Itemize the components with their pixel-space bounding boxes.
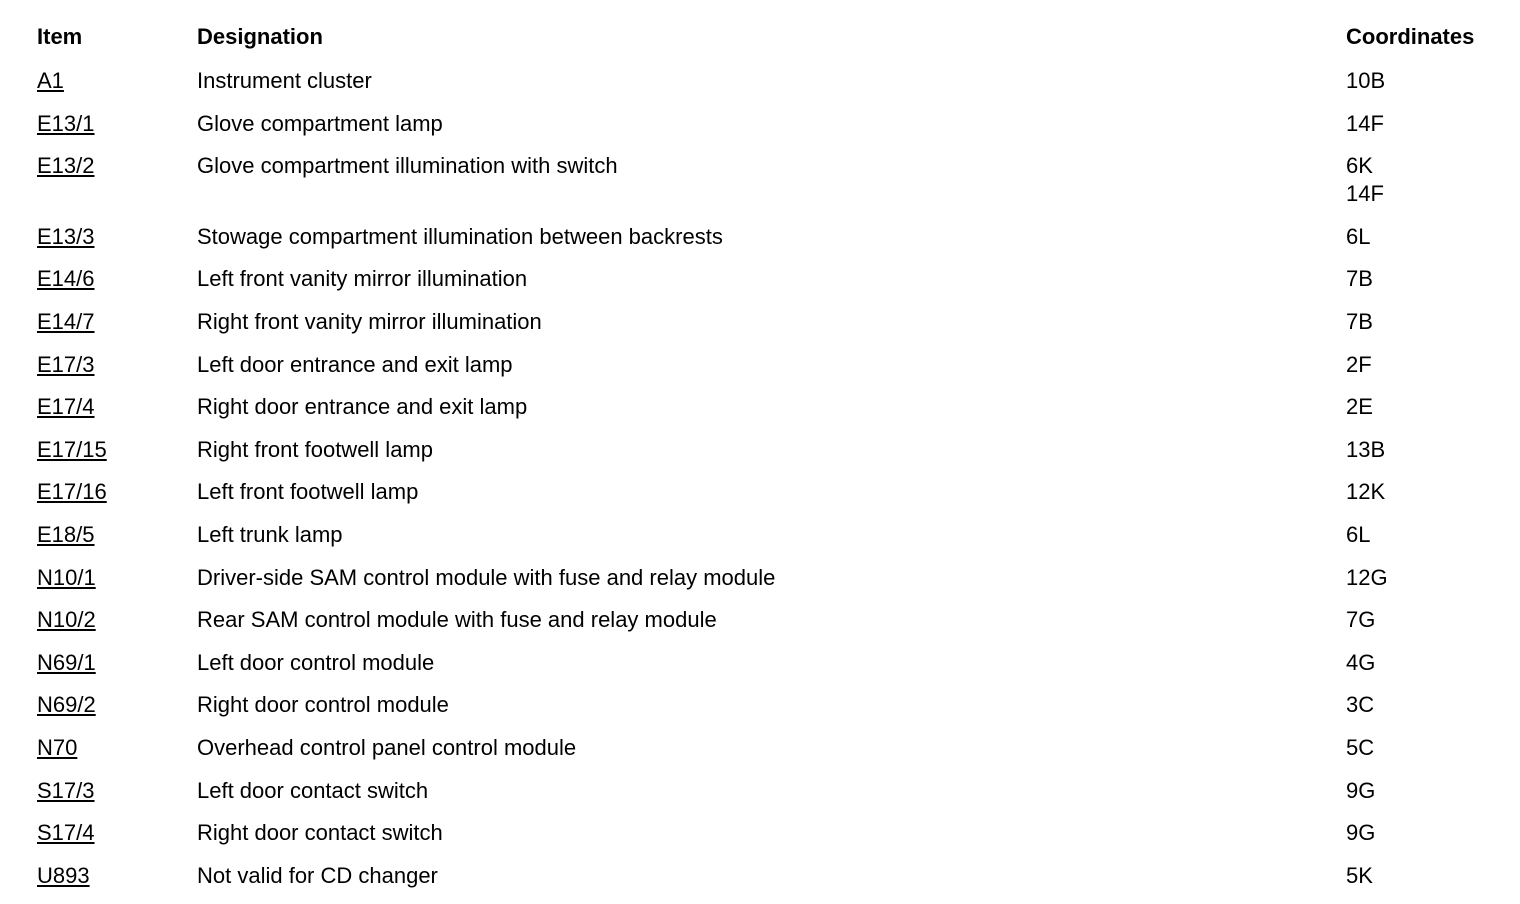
designation-cell: Left door entrance and exit lamp xyxy=(197,351,513,377)
designation-cell: Left trunk lamp xyxy=(197,522,343,547)
coordinates-cell xyxy=(1346,478,1385,506)
coordinates-cell xyxy=(1346,67,1385,95)
coordinate-value: 7G xyxy=(1346,607,1376,633)
item-link[interactable]: N10/2 xyxy=(37,607,96,633)
item-link[interactable]: U893 xyxy=(37,862,90,888)
designation-cell: Glove compartment lamp xyxy=(197,110,443,136)
coordinates-column-header: Coordinates xyxy=(1346,24,1475,49)
coordinate-value: 14F xyxy=(1346,110,1384,136)
coordinates-cell xyxy=(1346,265,1373,293)
coordinates-cell xyxy=(1346,393,1373,421)
coordinate-value: 5C xyxy=(1346,735,1375,760)
coordinate-value: 14F xyxy=(1346,181,1384,207)
item-link[interactable]: N69/2 xyxy=(37,692,96,718)
designation-cell: Left front vanity mirror illumination xyxy=(197,266,528,292)
designation-cell: Not valid for CD changer xyxy=(197,862,438,888)
designation-cell: Right door contact switch xyxy=(197,820,443,846)
item-link[interactable]: N70 xyxy=(37,735,78,760)
designation-cell: Left front footwell lamp xyxy=(197,479,419,505)
item-link[interactable]: E17/4 xyxy=(37,394,95,420)
coordinate-value: 4G xyxy=(1346,649,1376,675)
coordinates-cell xyxy=(1346,691,1374,719)
coordinate-value: 3C xyxy=(1346,692,1375,718)
item-link[interactable]: E17/16 xyxy=(37,479,107,505)
designation-cell: Glove compartment illumination with switch xyxy=(197,153,618,179)
item-column-header: Item xyxy=(37,24,83,49)
item-link[interactable]: E17/3 xyxy=(37,351,95,377)
table-header-row xyxy=(0,24,1520,54)
item-link[interactable]: N10/1 xyxy=(37,564,96,590)
coordinates-cell xyxy=(1346,734,1374,762)
coordinate-value: 7B xyxy=(1346,266,1373,292)
coordinate-value: 12K xyxy=(1346,479,1386,505)
coordinates-cell xyxy=(1346,777,1375,805)
coordinate-value: 10B xyxy=(1346,68,1386,93)
coordinates-cell xyxy=(1346,436,1385,464)
coordinates-cell xyxy=(1346,564,1388,592)
item-link[interactable]: A1 xyxy=(37,68,64,93)
coordinates-cell xyxy=(1346,606,1375,634)
coordinates-cell xyxy=(1346,819,1375,847)
designation-cell: Right front vanity mirror illumination xyxy=(197,309,542,334)
item-link[interactable]: E14/7 xyxy=(37,309,95,334)
coordinate-value: 9G xyxy=(1346,777,1376,803)
coordinate-value: 5K xyxy=(1346,862,1373,888)
item-link[interactable]: E13/1 xyxy=(37,110,95,136)
item-link[interactable]: E14/6 xyxy=(37,266,95,292)
item-link[interactable]: S17/4 xyxy=(37,820,95,846)
coordinates-cell xyxy=(1346,649,1375,677)
designation-cell: Right door control module xyxy=(197,692,449,718)
coordinate-value: 6L xyxy=(1346,522,1371,547)
designation-cell: Stowage compartment illumination between backrests xyxy=(197,223,723,249)
coordinates-cell xyxy=(1346,223,1370,251)
coordinates-cell xyxy=(1346,152,1384,208)
designation-cell: Rear SAM control module with fuse and relay module xyxy=(197,607,717,633)
coordinate-value: 6K xyxy=(1346,153,1373,179)
designation-cell: Instrument cluster xyxy=(197,68,372,93)
coordinate-value: 13B xyxy=(1346,436,1386,462)
designation-cell: Overhead control panel control module xyxy=(197,735,577,760)
designation-cell: Left door control module xyxy=(197,649,435,675)
designation-cell: Driver-side SAM control module with fuse and relay module xyxy=(197,564,776,590)
designation-cell: Right door entrance and exit lamp xyxy=(197,394,528,420)
item-link[interactable]: S17/3 xyxy=(37,777,95,803)
coordinates-cell xyxy=(1346,308,1373,336)
coordinate-value: 7B xyxy=(1346,309,1373,334)
coordinates-cell xyxy=(1346,521,1370,549)
coordinate-value: 9G xyxy=(1346,820,1376,846)
coordinates-cell xyxy=(1346,351,1372,379)
coordinate-value: 6L xyxy=(1346,223,1371,249)
coordinate-value: 2E xyxy=(1346,394,1373,420)
item-link[interactable]: E13/3 xyxy=(37,223,95,249)
item-link[interactable]: E18/5 xyxy=(37,522,95,547)
item-link[interactable]: E17/15 xyxy=(37,436,107,462)
item-link[interactable]: N69/1 xyxy=(37,649,96,675)
coordinates-cell xyxy=(1346,862,1373,890)
item-link[interactable]: E13/2 xyxy=(37,153,95,179)
designation-cell: Right front footwell lamp xyxy=(197,436,433,462)
coordinate-value: 12G xyxy=(1346,564,1388,590)
coordinates-cell xyxy=(1346,110,1384,138)
coordinate-value: 2F xyxy=(1346,351,1372,377)
designation-column-header: Designation xyxy=(197,24,323,49)
designation-cell: Left door contact switch xyxy=(197,777,429,803)
